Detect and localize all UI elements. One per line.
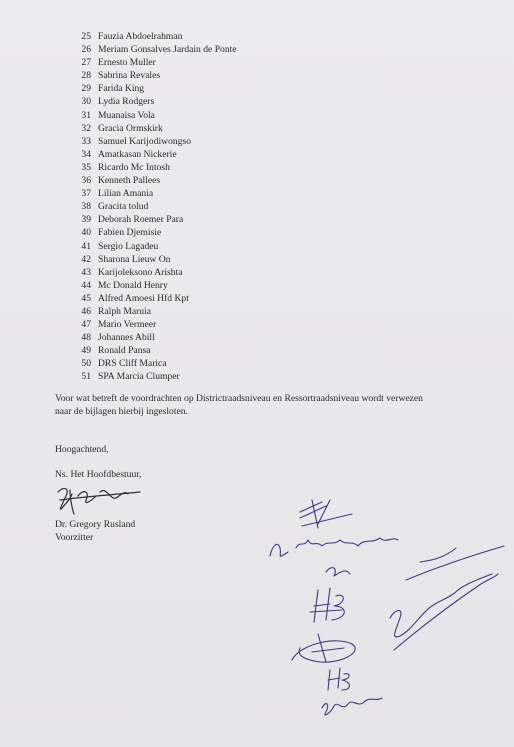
- list-item: [72, 292, 237, 305]
- closing-salutation: Hoogachtend,: [55, 444, 109, 455]
- item-number: 37: [81, 188, 91, 200]
- member-name: Ernesto Muller: [98, 57, 156, 69]
- item-number: 38: [81, 201, 91, 213]
- list-item: [72, 187, 237, 200]
- item-number: 28: [81, 70, 91, 82]
- item-number: 50: [81, 358, 91, 370]
- list-item: [72, 357, 237, 370]
- list-item: [72, 213, 237, 226]
- item-number: 44: [81, 279, 91, 291]
- list-item: [72, 318, 237, 331]
- item-number: 49: [81, 345, 91, 357]
- list-item: [72, 122, 237, 135]
- paragraph-line: Voor wat betreft de voordrachten op Districtraadsniveau en Ressortraadsniveau wordt verwezen: [55, 393, 423, 404]
- list-item: [72, 56, 237, 69]
- member-name: Ronald Pansa: [98, 345, 151, 357]
- list-item: [72, 161, 237, 174]
- list-item: [72, 266, 237, 279]
- paragraph-line: naar de bijlagen hierbij ingesloten.: [55, 406, 188, 417]
- member-list: [72, 30, 237, 384]
- list-item: [72, 253, 237, 266]
- member-name: Farida King: [98, 83, 145, 95]
- board-signatures: [270, 500, 504, 715]
- item-number: 25: [81, 31, 91, 42]
- list-item: [72, 370, 237, 383]
- member-name: Sabrina Revales: [98, 70, 161, 82]
- item-number: 35: [81, 161, 91, 173]
- list-item: [72, 240, 237, 253]
- member-name: DRS Cliff Marica: [98, 358, 167, 370]
- chairman-signature: [58, 489, 140, 514]
- item-number: 51: [81, 371, 91, 383]
- item-number: 31: [81, 109, 91, 121]
- item-number: 43: [81, 266, 91, 278]
- member-name: Ricardo Mc Intosh: [98, 161, 170, 173]
- list-item: [72, 95, 237, 108]
- member-name: Lydia Rodgers: [98, 96, 155, 108]
- item-number: 47: [81, 319, 91, 331]
- member-name: Kenneth Pallees: [98, 175, 161, 187]
- item-number: 27: [81, 57, 91, 69]
- list-item: [72, 174, 237, 187]
- member-name: Gracia Ormskirk: [98, 122, 163, 134]
- member-name: Amatkasan Nickerie: [98, 148, 177, 160]
- member-name: Lilian Amania: [98, 188, 154, 200]
- item-number: 45: [81, 292, 91, 304]
- member-name: Mc Donald Henry: [98, 279, 168, 291]
- item-number: 32: [81, 122, 91, 134]
- item-number: 29: [81, 83, 91, 95]
- member-name: Muanaisa Vola: [98, 109, 155, 121]
- item-number: 30: [81, 96, 91, 108]
- body-paragraph: [55, 392, 495, 418]
- member-name: Johannes Abill: [98, 332, 155, 344]
- item-number: 41: [81, 240, 91, 252]
- member-name: Mario Vermeer: [98, 319, 157, 331]
- member-name: Gracita tolud: [98, 201, 149, 213]
- item-number: 33: [81, 135, 91, 147]
- list-item: [72, 344, 237, 357]
- member-name: Alfred Amoesi Hfd Kpt: [98, 292, 189, 304]
- member-name: Sergio Lagadeu: [98, 240, 159, 252]
- member-name: Deborah Roemer Para: [98, 214, 184, 226]
- signer-role: Voorzitter: [55, 532, 94, 543]
- list-item: [72, 109, 237, 122]
- list-item: [72, 82, 237, 95]
- list-item: [72, 135, 237, 148]
- item-number: 26: [81, 44, 91, 56]
- item-number: 42: [81, 253, 91, 265]
- list-item: [72, 279, 237, 292]
- list-item: [72, 305, 237, 318]
- list-item: [72, 69, 237, 82]
- list-item: [72, 43, 237, 56]
- list-item: [72, 148, 237, 161]
- item-number: 48: [81, 332, 91, 344]
- member-name: Samuel Karijodiwongso: [98, 135, 191, 147]
- item-number: 34: [81, 148, 91, 160]
- list-item: [72, 331, 237, 344]
- member-name: Sharona Lieuw On: [98, 253, 171, 265]
- member-name: SPA Marcia Clumper: [98, 371, 180, 383]
- list-item: [72, 200, 237, 213]
- member-name: Fabien Djemisie: [98, 227, 162, 239]
- list-item: [72, 30, 237, 43]
- item-number: 40: [81, 227, 91, 239]
- list-item: [72, 226, 237, 239]
- item-number: 39: [81, 214, 91, 226]
- signer-name: Dr. Gregory Rusland: [55, 519, 136, 530]
- item-number: 36: [81, 175, 91, 187]
- member-name: Meriam Gonsalves Jardain de Ponte: [98, 44, 237, 56]
- board-line: Ns. Het Hoofdbestuur,: [55, 469, 142, 480]
- member-name: Ralph Maruia: [98, 305, 152, 317]
- member-name: Karijoleksono Arishta: [98, 266, 183, 278]
- item-number: 46: [81, 305, 91, 317]
- member-name: Fauzia Abdoelrahman: [98, 31, 183, 42]
